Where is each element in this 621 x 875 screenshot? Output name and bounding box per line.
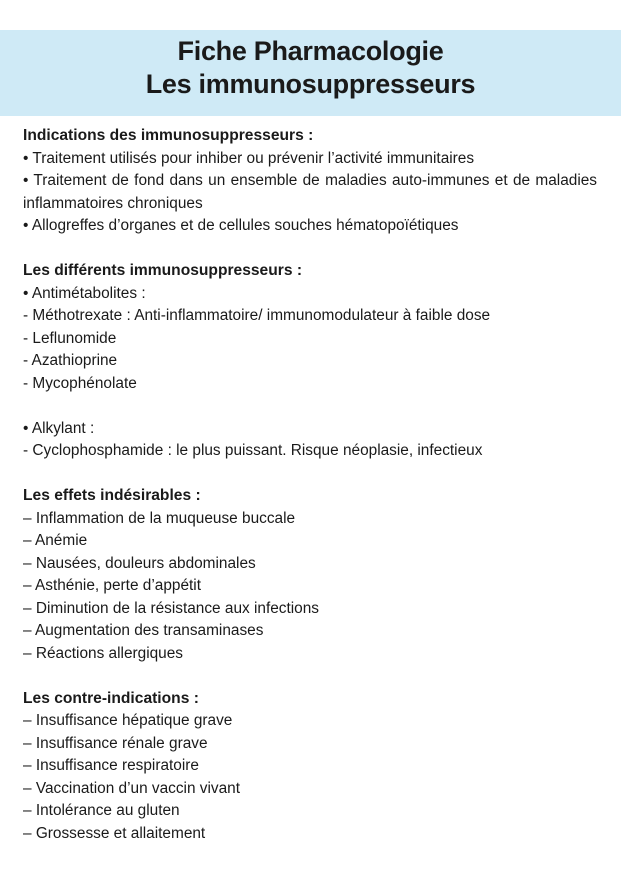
types-heading: Les différents immunosuppresseurs :	[23, 262, 303, 279]
side-effect-item: – Réactions allergiques	[23, 644, 183, 662]
side-effect-item: – Inflammation de la muqueuse buccale	[23, 509, 296, 527]
contraindication-item: – Grossesse et allaitement	[23, 824, 206, 842]
side-effect-item: – Anémie	[23, 532, 88, 549]
page-title-line1: Fiche Pharmacologie	[177, 36, 444, 66]
type-item: - Azathioprine	[23, 352, 118, 369]
side-effect-item: – Nausées, douleurs abdominales	[23, 554, 256, 572]
contraindication-item: – Insuffisance respiratoire	[23, 757, 199, 774]
type-item: - Mycophénolate	[23, 374, 137, 392]
contraindications-heading: Les contre-indications :	[23, 689, 199, 707]
type-item: - Méthotrexate : Anti-inflammatoire/ immunomodulateur à faible dose	[23, 307, 491, 324]
section-spacer	[23, 463, 597, 486]
contraindication-item: – Insuffisance rénale grave	[23, 734, 208, 752]
indication-item: • Traitement de fond dans un ensemble de maladies auto-immunes et de maladies inflammatoires chroniques	[23, 172, 597, 212]
side-effect-item: – Augmentation des transaminases	[23, 622, 264, 639]
section-spacer	[23, 665, 597, 688]
side-effects-section	[23, 485, 597, 665]
document-body	[23, 125, 597, 845]
indication-item: • Allogreffes d’organes et de cellules souches hématopoïétiques	[23, 217, 459, 234]
side-effect-item: – Diminution de la résistance aux infections	[23, 599, 319, 617]
type-item: • Alkylant :	[23, 419, 95, 437]
sub-spacer	[23, 395, 597, 418]
contraindication-item: – Intolérance au gluten	[23, 802, 180, 819]
type-item: - Cyclophosphamide : le plus puissant. Risque néoplasie, infectieux	[23, 442, 483, 459]
type-item: • Antimétabolites :	[23, 284, 146, 302]
contraindications-section	[23, 688, 597, 846]
side-effect-item: – Asthénie, perte d’appétit	[23, 577, 201, 594]
contraindication-item: – Insuffisance hépatique grave	[23, 712, 233, 729]
page-header	[0, 30, 621, 116]
indications-section	[23, 125, 597, 238]
section-spacer	[23, 238, 597, 261]
types-section	[23, 260, 597, 463]
page-title-line2: Les immunosuppresseurs	[145, 69, 476, 99]
side-effects-heading: Les effets indésirables :	[23, 487, 201, 504]
indication-item: • Traitement utilisés pour inhiber ou prévenir l’activité immunitaires	[23, 149, 475, 167]
contraindication-item: – Vaccination d’un vaccin vivant	[23, 779, 241, 797]
indications-heading: Indications des immunosuppresseurs :	[23, 127, 314, 144]
type-item: - Leflunomide	[23, 329, 117, 347]
